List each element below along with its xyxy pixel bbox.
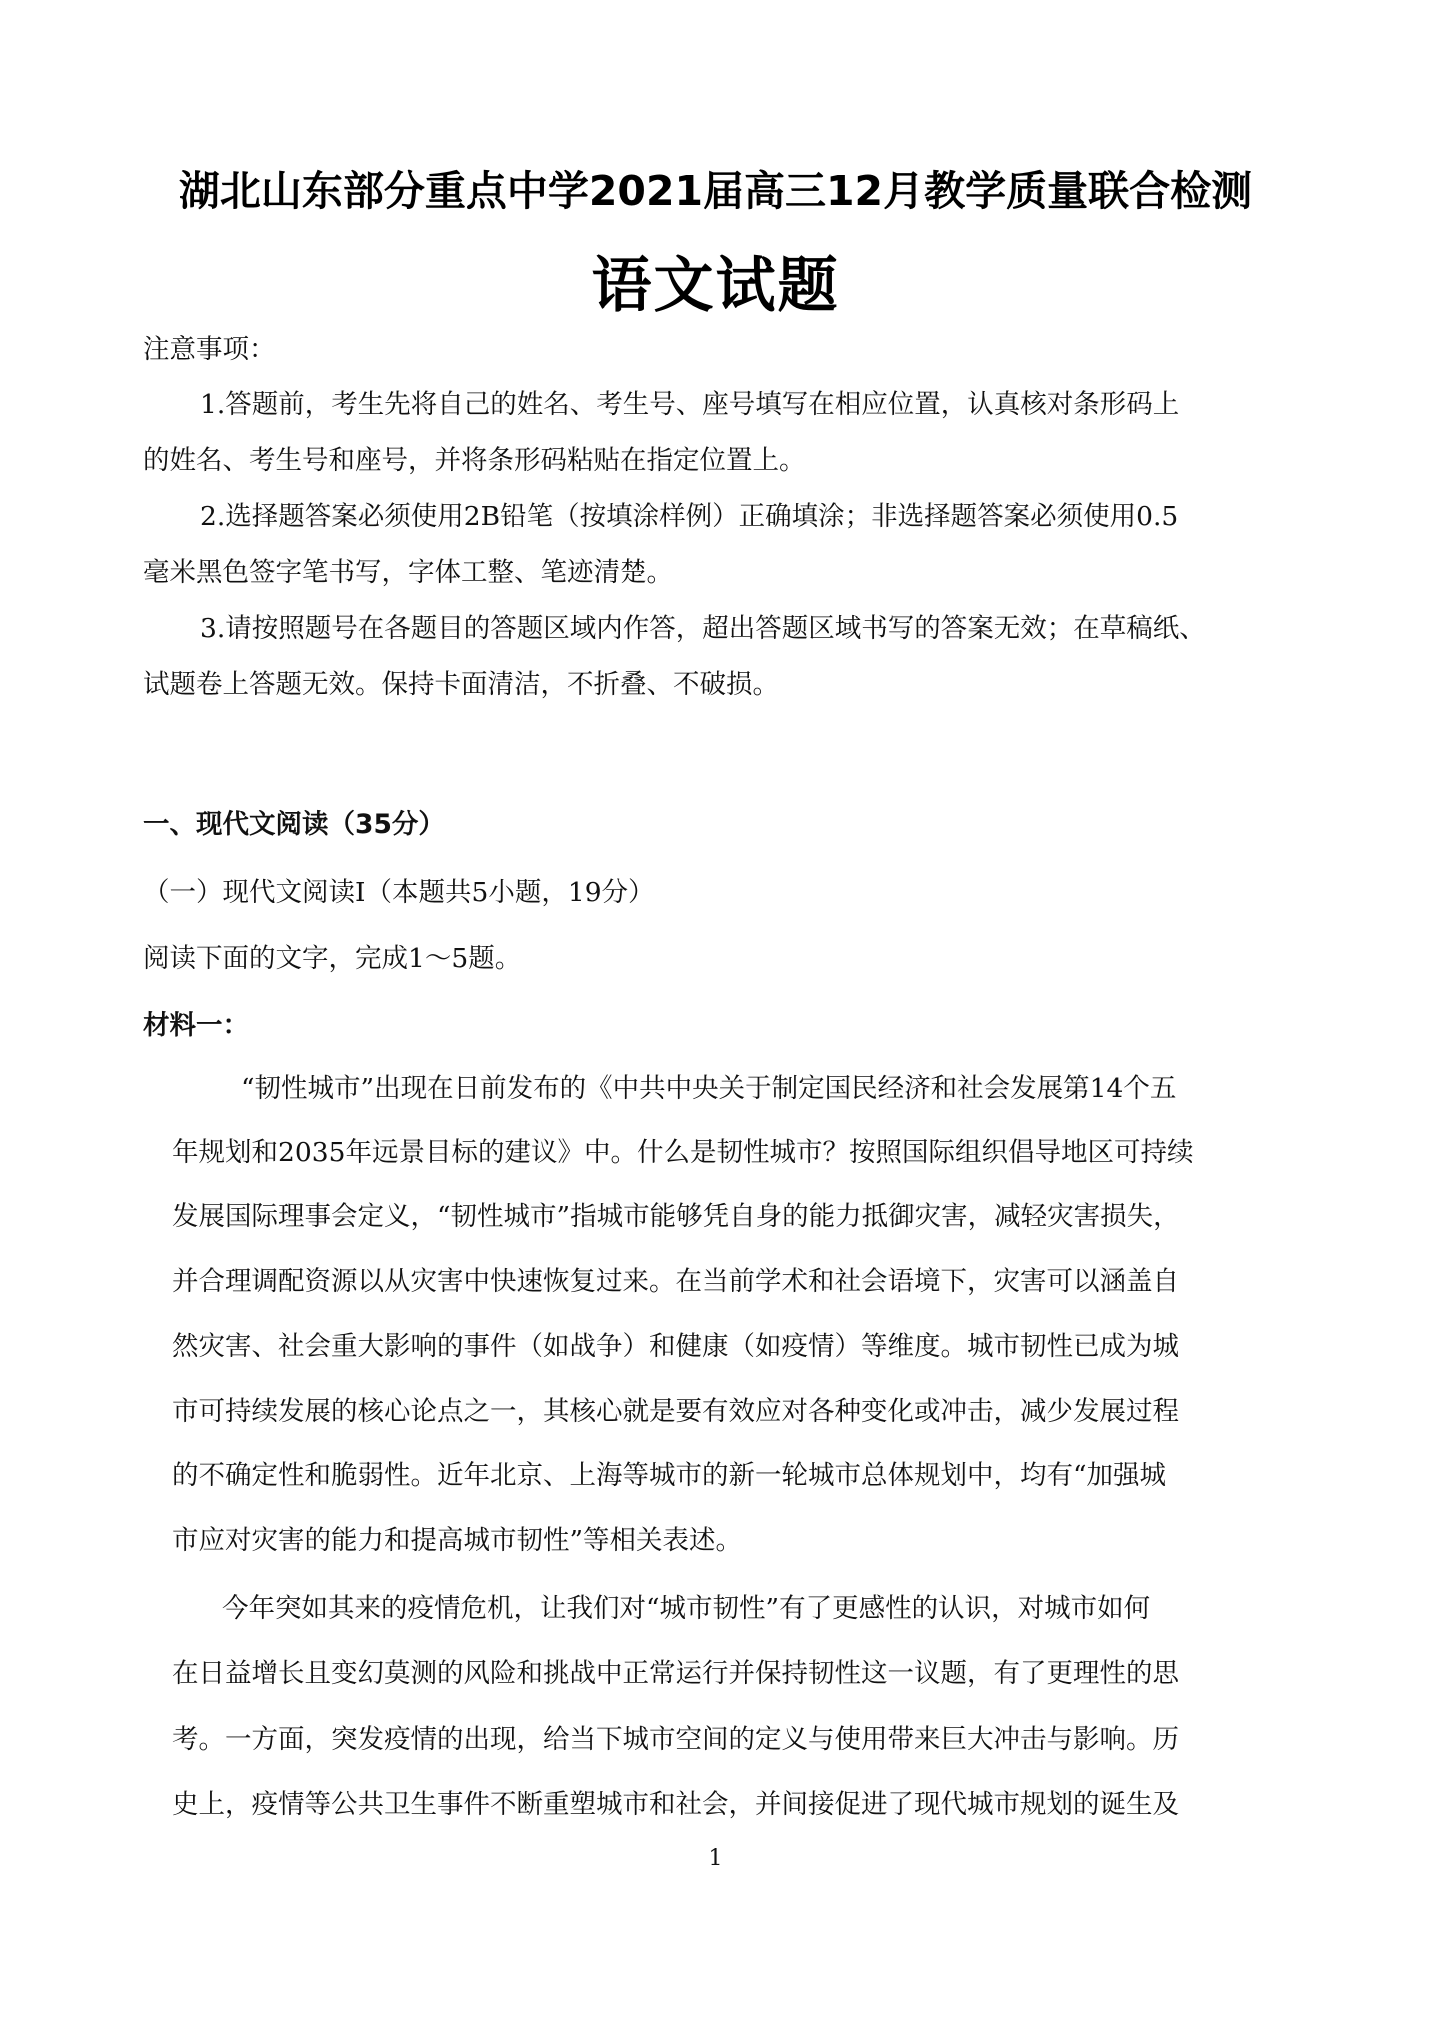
passage-line: 并合理调配资源以从灾害中快速恢复过来。在当前学术和社会语境下，灾害可以涵盖自 — [172, 1266, 1179, 1297]
exam-title: 湖北山东部分重点中学2021届高三12月教学质量联合检测 — [178, 167, 1253, 215]
instruction-text: 阅读下面的文字，完成1～5题。 — [143, 943, 522, 974]
passage-line: 今年突如其来的疫情危机，让我们对“城市韧性”有了更感性的认识，对城市如何 — [222, 1593, 1151, 1624]
passage-line: 考。一方面，突发疫情的出现，给当下城市空间的定义与使用带来巨大冲击与影响。历 — [172, 1724, 1179, 1755]
sub-section-heading: （一）现代文阅读Ⅰ（本题共5小题，19分） — [143, 877, 655, 908]
notice-line: 试题卷上答题无效。保持卡面清洁，不折叠、不破损。 — [143, 669, 779, 700]
notice-line: 1.答题前，考生先将自己的姓名、考生号、座号填写在相应位置，认真核对条形码上 — [200, 389, 1180, 420]
material-label: 材料一： — [143, 1010, 249, 1041]
passage-line: 的不确定性和脆弱性。近年北京、上海等城市的新一轮城市总体规划中，均有“加强城 — [172, 1460, 1167, 1491]
page-number: 1 — [708, 1846, 723, 1871]
notice-heading: 注意事项： — [143, 334, 276, 365]
notice-line: 的姓名、考生号和座号，并将条形码粘贴在指定位置上。 — [143, 445, 806, 476]
passage-line: 年规划和2035年远景目标的建议》中。什么是韧性城市？按照国际组织倡导地区可持续 — [172, 1137, 1194, 1168]
notice-line: 毫米黑色签字笔书写，字体工整、笔迹清楚。 — [143, 557, 673, 588]
passage-line: 市应对灾害的能力和提高城市韧性”等相关表述。 — [172, 1525, 743, 1556]
notice-line: 3.请按照题号在各题目的答题区域内作答，超出答题区域书写的答案无效；在草稿纸、 — [200, 613, 1206, 644]
passage-line: 然灾害、社会重大影响的事件（如战争）和健康（如疫情）等维度。城市韧性已成为城 — [172, 1331, 1179, 1362]
passage-line: 市可持续发展的核心论点之一，其核心就是要有效应对各种变化或冲击，减少发展过程 — [172, 1396, 1179, 1427]
passage-line: 在日益增长且变幻莫测的风险和挑战中正常运行并保持韧性这一议题，有了更理性的思 — [172, 1658, 1179, 1689]
section-heading: 一、现代文阅读（35分） — [143, 809, 445, 840]
passage-line: “韧性城市”出现在日前发布的《中共中央关于制定国民经济和社会发展第14个五 — [241, 1073, 1177, 1104]
passage-line: 发展国际理事会定义，“韧性城市”指城市能够凭自身的能力抵御灾害，减轻灾害损失， — [172, 1201, 1180, 1232]
passage-line: 史上，疫情等公共卫生事件不断重塑城市和社会，并间接促进了现代城市规划的诞生及 — [172, 1789, 1179, 1820]
exam-subtitle: 语文试题 — [591, 251, 840, 321]
notice-line: 2.选择题答案必须使用2B铅笔（按填涂样例）正确填涂；非选择题答案必须使用0.5 — [200, 501, 1179, 532]
